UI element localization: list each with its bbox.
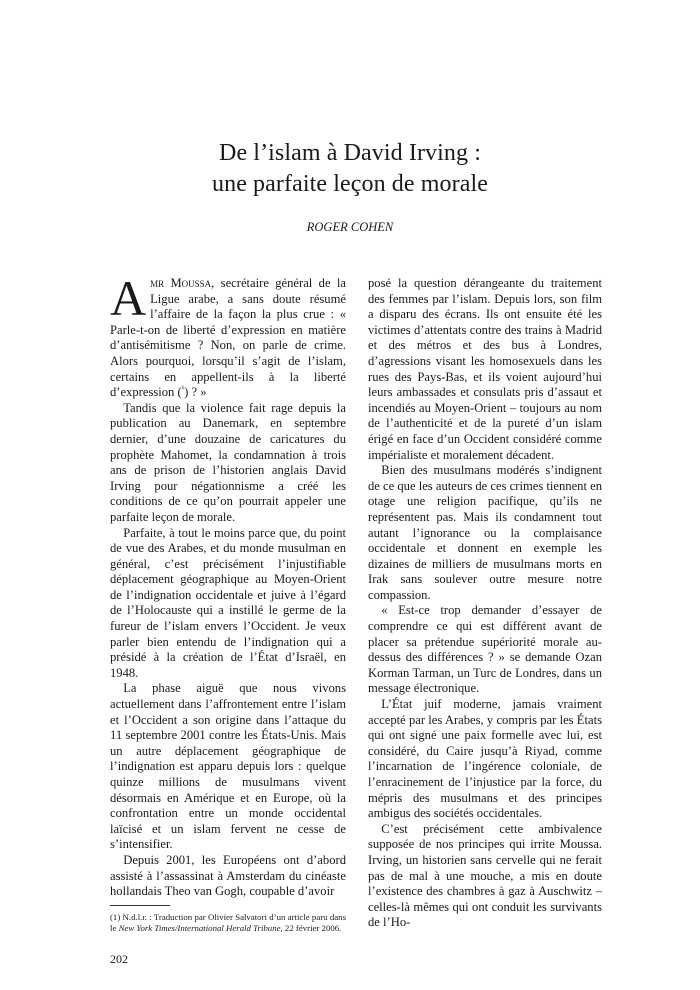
paragraph: C’est précisément cette ambivalence supposée de nos principes qui irrite Moussa. Irving, un historien sans cervelle qui ne ferait pas de mal à une mouche, a mis en doute l’existence des chambres à gaz à Auschwitz – celles-là mêmes qui ont conduit les survivants de l’Ho- bbox=[368, 821, 602, 930]
paragraph: posé la question dérangeante du traitement des femmes par l’islam. Depuis lors, son film a disparu des écrans. Ils ont ensuite été les victimes d’attentats contre des trains à Madrid et des métros et des bus à Londres, d’agressions visant les homosexuels dans les rues des Pays-Bas, et ils voient aujourd’hui leurs ambassades et consulats pris d’assaut et incendiés au Moyen-Orient – toujours au nom de l’authenticité et de la pureté d’un islam érigé en face d’un Occident considéré comme impérialiste et moralement décadent. bbox=[368, 276, 602, 462]
paragraph: L’État juif moderne, jamais vraiment accepté par les Arabes, y compris par les États qui ont signé une paix formelle avec lui, est considéré, du Caire jusqu’à Riyad, comme l’incarnation de l’ingérence coloniale, de l’enracinement de l’injustice par la force, du mépris des musulmans et des principes ambigus des sociétés occidentales. bbox=[368, 697, 602, 821]
article-title bbox=[0, 138, 700, 200]
paragraph bbox=[110, 270, 346, 401]
paragraph: Parfaite, à tout le moins parce que, du point de vue des Arabes, et du monde musulman en général, c’est précisément l’injustifiable déplacement géographique au Moyen-Orient de l’indignation occidentale et juive à l’égard de l’Holocauste qui a instillé le germe de la fureur de l’islam envers l’Occident. Je veux parler bien entendu de l’indignation qui a présidé à la création de l’État d’Israël, en 1948. bbox=[110, 525, 346, 680]
right-column bbox=[368, 276, 602, 931]
author-name: ROGER COHEN bbox=[306, 220, 394, 234]
paragraph: Tandis que la violence fait rage depuis la publication au Danemark, en septembre dernier, d’une douzaine de caricatures du prophète Mahomet, la condamnation à trois ans de prison de l’historien anglais David Irving pour négationnisme a créé les conditions de ce qu’on pourrait appeler une parfaite leçon de morale. bbox=[110, 400, 346, 524]
footnote bbox=[110, 912, 346, 933]
paragraph: Depuis 2001, les Européens ont d’abord assisté à l’assassinat à Amsterdam du cinéaste hollandais Theo van Gogh, coupable d’avoir bbox=[110, 852, 346, 899]
title-line-2: une parfaite leçon de morale bbox=[212, 171, 488, 197]
title-line-1: De l’islam à David Irving : bbox=[219, 140, 481, 166]
paragraph: Bien des musulmans modérés s’indignent de ce que les auteurs de ces crimes tiennent en otage une religion pacifique, qu’ils ne représentent pas. Mais ils condamnent tout autant l’ignorance ou la complaisance occidentale et donnent en exemple les dizaines de milliers de musulmans morts en Irak sans soulever outre mesure notre compassion. bbox=[368, 463, 602, 602]
footnote-date: , 22 février 2006. bbox=[280, 922, 342, 933]
footnote-source: New York Times/International Herald Tribune bbox=[118, 922, 281, 933]
paragraph: La phase aiguë que nous vivons actuellement dans l’affrontement entre l’islam et l’Occident a son origine dans l’attaque du 11 septembre 2001 contre les États-Unis. Mais un autre déplacement géographique de l’indignation est apparu depuis lors : quelque quinze millions de musulmans vivent désormais en Amérique et en Europe, où la confrontation entre un monde occidental laïcisé et un islam fervent ne cesse de s’intensifier. bbox=[110, 681, 346, 852]
drop-cap: A bbox=[110, 270, 147, 326]
footnote-divider bbox=[110, 905, 170, 906]
footnote-text: (1) N.d.l.r. : Traduction par Olivier Salvatori d’un article paru dans le bbox=[110, 912, 346, 933]
paragraph-text: ) ? » bbox=[184, 385, 207, 400]
footnote-ref: ¹ bbox=[181, 383, 185, 393]
page-number: 202 bbox=[110, 952, 128, 966]
paragraph-text: , secrétaire général de la Ligue arabe, a sans doute résumé l’affaire de la façon la plus crue : « Parle-t-on de liberté d’expression en matière d’antisémitisme ? Non, on parle de crime. Alors pourquoi, lorsqu’il s’agit de l’islam, certains en appellent-ils à la liberté d’expression ( bbox=[110, 276, 346, 400]
left-column bbox=[110, 270, 346, 900]
speaker-name: mr Moussa bbox=[150, 276, 212, 290]
paragraph: « Est-ce trop demander d’essayer de comprendre ce qui est différent avant de placer sa prétendue supériorité morale au-dessus des différences ? » se demande Ozan Korman Tarman, un Turc de Londres, dans un message électronique. bbox=[368, 603, 602, 696]
